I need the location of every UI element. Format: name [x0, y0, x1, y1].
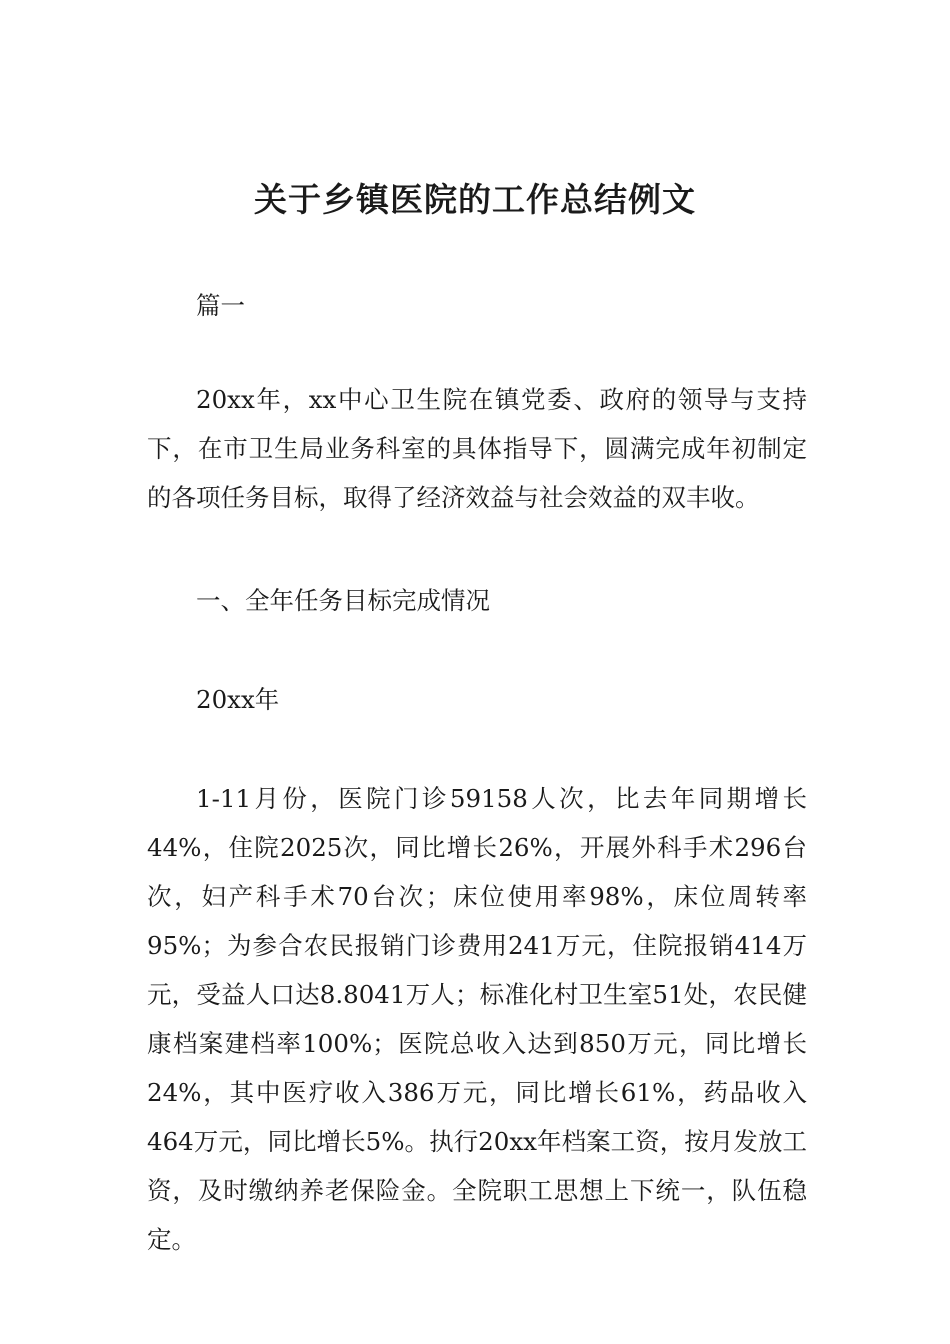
- section-heading: 一、全年任务目标完成情况: [196, 586, 490, 615]
- intro-paragraph: 20xx年，xx中心卫生院在镇党委、政府的领导与支持下，在市卫生局业务科室的具体指导下，圆满完成年初制定的各项任务目标，取得了经济效益与社会效益的双丰收。: [147, 385, 807, 512]
- section-label: 篇一: [196, 291, 245, 320]
- statistics-paragraph: 1-11月份，医院门诊59158人次，比去年同期增长44%，住院2025次，同比增长26%，开展外科手术296台次，妇产科手术70台次；床位使用率98%，床位周转率95%；为参合农民报销门诊费用241万元，住院报销414万元，受益人口达8.8041万人；标准化村卫生室51处，农民健康档案建档率100%；医院总收入达到850万元，同比增长24%，其中医疗收入386万元，同比增长61%，药品收入464万元，同比增长5%。执行20xx年档案工资，按月发放工资，及时缴纳养老保险金。全院职工思想上下统一，队伍稳定。: [147, 784, 807, 1254]
- document-title: 关于乡镇医院的工作总结例文: [254, 180, 696, 219]
- year-heading: 20xx年: [196, 685, 280, 714]
